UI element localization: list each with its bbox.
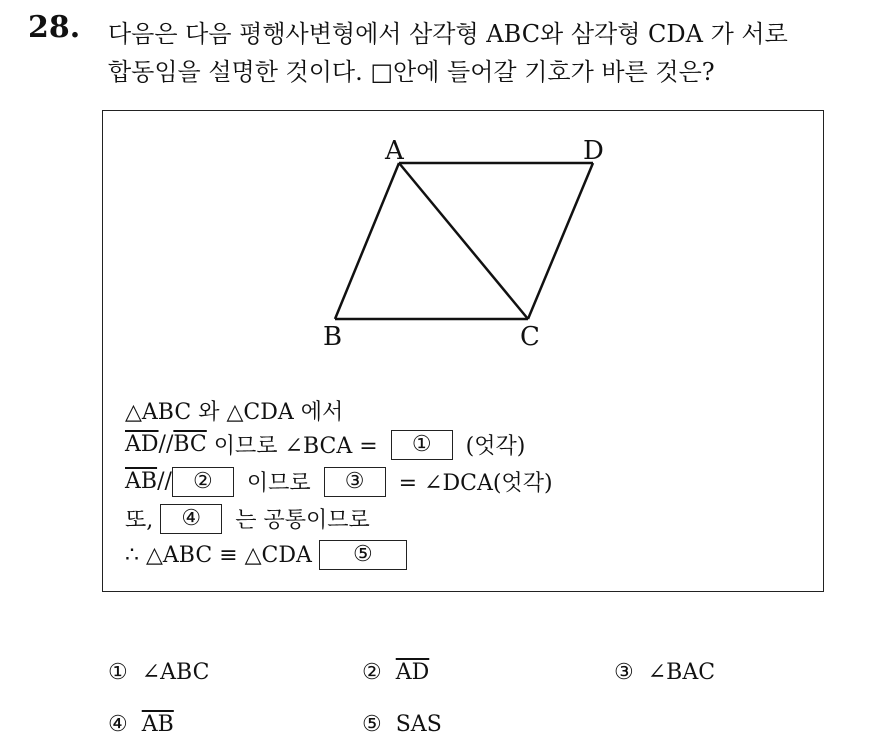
segment-bc: $\overline{BC}$: [173, 432, 207, 457]
choice-3-text: ∠BAC: [647, 660, 716, 685]
question-text-line2: 합동임을 설명한 것이다. □안에 들어갈 기호가 바른 것은?: [108, 58, 715, 86]
parallelogram-figure: [103, 111, 823, 361]
blank-4: ④: [160, 504, 222, 534]
choice-5[interactable]: [362, 712, 442, 737]
proof-line-1: [125, 395, 343, 426]
proof-line-2-text: 이므로 ∠BCA =: [206, 434, 385, 459]
proof-line-3-suffix: = ∠DCA(엇각): [391, 471, 553, 496]
blank-3: ③: [324, 467, 386, 497]
proof-line-2: [125, 429, 525, 460]
choice-1-text: ∠ABC: [141, 660, 210, 685]
proof-line-5-text: ∴ △ABC ≡ △CDA: [125, 542, 319, 568]
proof-line-2-suffix: (엇각): [458, 434, 526, 459]
vertex-label-d: D: [583, 136, 604, 166]
edge-ba: [335, 163, 399, 319]
choice-5-number: ⑤: [362, 712, 382, 737]
choice-5-text: SAS: [395, 712, 442, 737]
diagonal-ac: [399, 163, 528, 319]
parallel-symbol: //: [158, 432, 174, 457]
blank-5: ⑤: [319, 540, 407, 570]
choice-2-number: ②: [362, 660, 382, 685]
edge-dc: [528, 163, 593, 319]
proof-line-4-text: 는 공통이므로: [228, 508, 370, 533]
parallel-symbol: //: [157, 469, 172, 494]
vertex-label-a: A: [385, 136, 404, 166]
segment-ad: $\overline{AD}$: [125, 432, 159, 457]
choice-2[interactable]: [362, 660, 429, 685]
choice-2-text: $\overline{AD}$: [395, 660, 430, 685]
question-text-line1: 다음은 다음 평행사변형에서 삼각형 ABC와 삼각형 CDA 가 서로: [108, 20, 788, 48]
proof-line-5: [125, 540, 413, 570]
segment-ab: $\overline{AB}$: [125, 469, 158, 494]
choice-4-number: ④: [108, 712, 128, 737]
proof-line-3: [125, 466, 553, 497]
proof-box: [102, 110, 824, 592]
proof-line-3-text: 이므로: [239, 471, 318, 496]
blank-2: ②: [172, 467, 234, 497]
choice-4[interactable]: [108, 712, 174, 737]
choice-3[interactable]: [614, 660, 715, 685]
choice-3-number: ③: [614, 660, 634, 685]
proof-line-1-text: △ABC 와 △CDA 에서: [125, 400, 344, 425]
proof-line-4: [125, 503, 370, 534]
question-number: 28.: [28, 10, 81, 45]
proof-line-4-prefix: 또,: [125, 508, 161, 533]
choice-1-number: ①: [108, 660, 128, 685]
vertex-label-b: B: [323, 322, 343, 352]
blank-1: ①: [391, 430, 453, 460]
vertex-label-c: C: [520, 322, 540, 352]
choice-4-text: $\overline{AB}$: [141, 712, 174, 737]
choice-1[interactable]: [108, 660, 209, 685]
